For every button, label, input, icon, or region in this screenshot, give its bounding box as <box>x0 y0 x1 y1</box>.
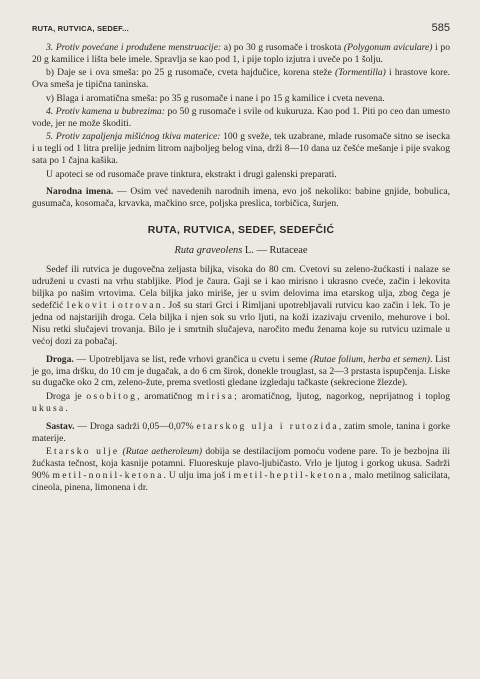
page-number: 585 <box>431 22 450 34</box>
plant-latin: (Polygonum aviculare) <box>343 42 433 53</box>
running-title: RUTA, RUTVICA, SEDEF... <box>32 24 129 33</box>
description: Sedef ili rutvica je dugovečna zeljasta biljka, visoka do 80 cm. Cvetovi su zeleno-žućkasti i nalaze se udruženi u cvasti na vrhu stabljike. Plod je čaura. Gaji se i kao mirisno i ukrasno cveće, začin i lekovita biljka po našim vrtovima. Cela biljka jako miriše, jer u svim delovima ima etarskog ulja, zbog čega je sedefčić lekovit i otrovan. Još su stari Grci i Rimljani upotrebljavali rutvicu kao začin i lek. To je jedna od najstarijih droga. Cela biljka i njen sok su vrlo ljuti, na koži izazivaju crvenilo, mehurove i bol. Nisu retki slučajevi trovanja. Bilo je i smrtnih slučajeva, naročito među ženama koje su rutvicu uzimale u većoj dozi za pobačaj. <box>32 264 450 347</box>
essential-oil: Etarsko ulje (Rutae aetheroleum) dobija se destilacijom pomoću vodene pare. To je bezbojna ili žućkasta tečnost, koja kasnije potamni. Fluoreskuje plavo-ljubičasto. Vrlo je ljutog i gorkog ukusa. Sadrži 90% metil-nonil-ketona. U ulju ima još i metil-heptil-ketona, malo metilnog salicilata, cineola, pinena, limonena i dr. <box>32 445 451 493</box>
drug-label: Droga. <box>46 353 74 365</box>
plant-latin: (Tormentilla) <box>335 67 386 79</box>
recipe-5: 5. Protiv zapaljenja mišićnog tkiva materice: 100 g sveže, tek uzabrane, mlade rusomače sitno se isecka i u tegli od 1 litra prelije jednim litrom najboljeg belog vina, drži 8—10 dana uz češće mešanje i pije svakog sata po 1 čajna kašika. <box>32 131 450 167</box>
composition-label: Sastav. <box>46 420 75 432</box>
recipe-3b: b) Daje se i ova smeša: po 25 g rusomače, cveta hajdučice, korena steže (Tormentilla) i hrastove kore. Ova smeša je tipična taninska. <box>32 67 451 91</box>
running-head <box>32 22 450 34</box>
latin-name-line <box>32 245 450 256</box>
composition-section: Sastav. — Droga sadrži 0,05—0,07% etarskog ulja i rutozida, zatim smole, tanina i gorke materije. <box>32 420 451 444</box>
folk-names: Narodna imena. — Osim već navedenih narodnih imena, evo još nekoliko: babine gnjide, bobulica, gusumača, kosomača, krvavka, mačkino srce, poljska preslica, torbičica, šurjen. <box>32 186 451 210</box>
drug-taste: Droga je osobitog, aromatičnog mirisa; aromatičnog, ljutog, nagorkog, neprijatnog i toplog ukusa. <box>32 390 450 414</box>
drug-section: Droga. — Upotrebljava se list, ređe vrhovi grančica u cvetu i seme (Rutae folium, herba et semen). List je go, ima dršku, do 10 cm je dugačak, a do 6 cm širok, donekle trouglast, sa 2—3 prstasta ispupčenja. Liske su dugačke oko 2 cm, zeleno-žute, prema svetlosti gledane izgledaju tačkaste (sekrecione žlezde). <box>32 353 450 389</box>
recipe-3: 3. Protiv povećane i produžene menstruacije: a) po 30 g rusomače i troskota (Polygonum aviculare) i po 20 g kamilice i lišta bele imele. Spravlja se kao pod 1, i pije toplo izjutra i uveče po 1 šolju. <box>32 42 450 65</box>
recipe-3-label: 3. Protiv povećane i produžene menstruacije: <box>46 42 222 53</box>
section-title: RUTA, RUTVICA, SEDEF, SEDEFČIĆ <box>147 225 335 237</box>
pharmacy-note: U apoteci se od rusomače prave tinktura, ekstrakt i drugi galenski preparati. <box>46 168 337 180</box>
family-name: L. — Rutaceae <box>242 245 308 257</box>
recipe-4: 4. Protiv kamena u bubrezima: po 50 g rusomače i svile od kukuruza. Kao pod 1. Piti po ceo dan umesto vode, jer ne može škoditi. <box>32 106 450 129</box>
folk-names-label: Narodna imena. <box>46 186 114 198</box>
recipe-3v: v) Blaga i aromatična smeša: po 35 g rusomače i nane i po 15 g kamilice i cveta nevena. <box>46 92 385 104</box>
oil-latin: (Rutae aetheroleum) <box>122 445 203 457</box>
recipe-4-label: 4. Protiv kamena u bubrezima: <box>46 106 165 118</box>
recipe-5-label: 5. Protiv zapaljenja mišićnog tkiva materice: <box>46 131 221 143</box>
latin-name: Ruta graveolens <box>174 245 243 257</box>
drug-latin: (Rutae folium, herba et semen) <box>310 353 430 365</box>
